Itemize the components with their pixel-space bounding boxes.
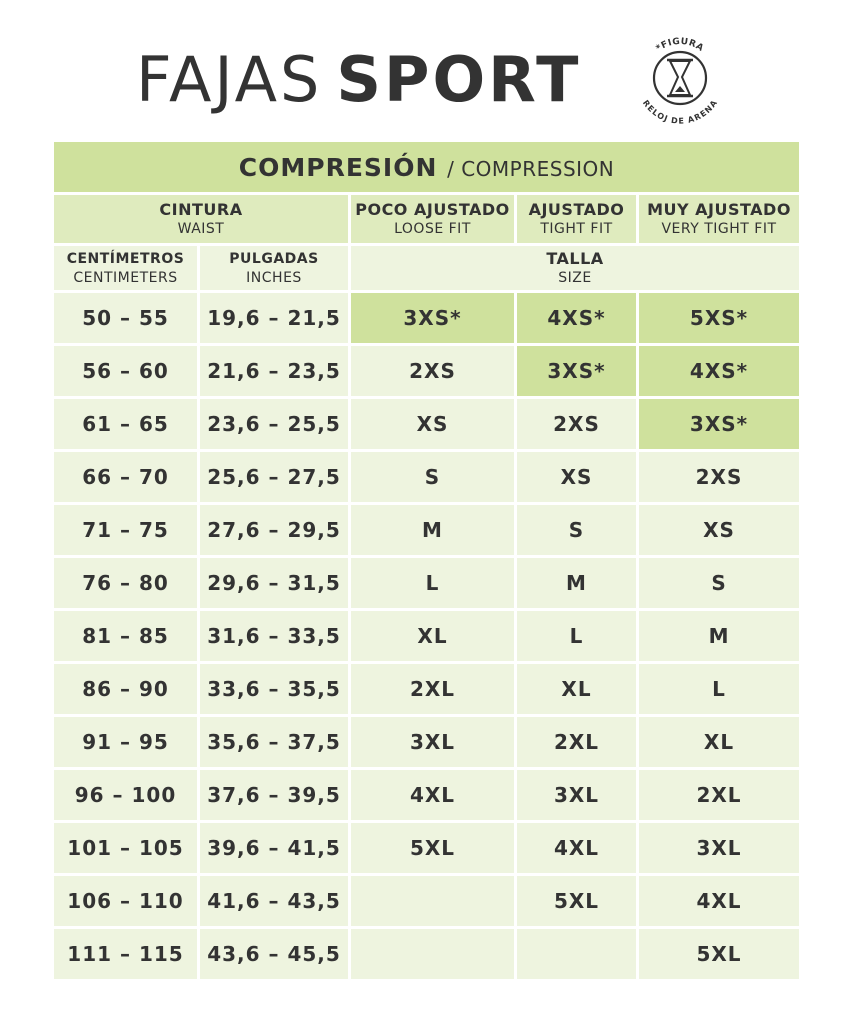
very-tight-fit-cell: L: [639, 664, 799, 717]
very-tight-fit-cell: S: [639, 558, 799, 611]
tight-fit-cell: 4XL: [517, 823, 639, 876]
subheader-row: [54, 246, 799, 293]
inches-cell: 41,6 – 43,5: [200, 876, 351, 929]
tight-fit-cell: XS: [517, 452, 639, 505]
in-label: PULGADAS: [229, 251, 319, 267]
table-row: [54, 664, 799, 717]
very-tight-fit-cell: M: [639, 611, 799, 664]
inches-cell: 43,6 – 45,5: [200, 929, 351, 982]
inches-cell: 23,6 – 25,5: [200, 399, 351, 452]
waist-sub: WAIST: [177, 221, 225, 237]
size-table: [54, 142, 799, 982]
table-row: [54, 611, 799, 664]
table-row: [54, 770, 799, 823]
fit-label: MUY AJUSTADO: [647, 200, 791, 219]
cm-cell: 111 – 115: [54, 929, 200, 982]
size-label: TALLA: [546, 249, 604, 268]
title-sub: / COMPRESSION: [447, 156, 615, 181]
fit-sub: LOOSE FIT: [394, 221, 471, 237]
tight-fit-cell: 3XS*: [517, 346, 639, 399]
cm-cell: 101 – 105: [54, 823, 200, 876]
table-row: [54, 876, 799, 929]
cm-sub: CENTIMETERS: [73, 270, 178, 286]
loose-fit-header: [351, 195, 517, 246]
cm-cell: 106 – 110: [54, 876, 200, 929]
waist-header: [54, 195, 351, 246]
loose-fit-cell: S: [351, 452, 517, 505]
loose-fit-cell: XL: [351, 611, 517, 664]
tight-fit-cell: L: [517, 611, 639, 664]
loose-fit-cell: XS: [351, 399, 517, 452]
loose-fit-cell: 3XS*: [351, 293, 517, 346]
loose-fit-cell: 5XL: [351, 823, 517, 876]
fit-label: POCO AJUSTADO: [355, 200, 510, 219]
tight-fit-cell: XL: [517, 664, 639, 717]
loose-fit-cell: 2XS: [351, 346, 517, 399]
table-row: [54, 399, 799, 452]
table-title-row: [54, 142, 799, 195]
tight-fit-cell: 5XL: [517, 876, 639, 929]
brand-bold: SPORT: [336, 43, 582, 116]
brand-light: FAJAS: [136, 43, 323, 116]
very-tight-fit-cell: XL: [639, 717, 799, 770]
inches-cell: 21,6 – 23,5: [200, 346, 351, 399]
tight-fit-cell: [517, 929, 639, 982]
inches-header: [200, 246, 351, 293]
loose-fit-cell: M: [351, 505, 517, 558]
in-sub: INCHES: [246, 270, 302, 286]
loose-fit-cell: [351, 876, 517, 929]
hourglass-icon: [632, 30, 728, 126]
cm-header: [54, 246, 200, 293]
cm-cell: 86 – 90: [54, 664, 200, 717]
table-row: [54, 452, 799, 505]
inches-cell: 25,6 – 27,5: [200, 452, 351, 505]
fit-sub: TIGHT FIT: [540, 221, 613, 237]
table-row: [54, 558, 799, 611]
cm-cell: 61 – 65: [54, 399, 200, 452]
very-tight-fit-cell: 4XL: [639, 876, 799, 929]
hourglass-badge: [632, 30, 728, 126]
cm-label: CENTÍMETROS: [66, 251, 185, 267]
very-tight-fit-cell: 3XS*: [639, 399, 799, 452]
brand-title: [136, 40, 581, 120]
very-tight-fit-cell: 5XS*: [639, 293, 799, 346]
title-main: COMPRESIÓN: [238, 152, 438, 182]
header: [0, 0, 853, 130]
header-row: [54, 195, 799, 246]
inches-cell: 37,6 – 39,5: [200, 770, 351, 823]
very-tight-fit-cell: 5XL: [639, 929, 799, 982]
inches-cell: 39,6 – 41,5: [200, 823, 351, 876]
inches-cell: 19,6 – 21,5: [200, 293, 351, 346]
tight-fit-cell: M: [517, 558, 639, 611]
tight-fit-header: [517, 195, 639, 246]
cm-cell: 50 – 55: [54, 293, 200, 346]
waist-label: CINTURA: [159, 200, 243, 219]
inches-cell: 29,6 – 31,5: [200, 558, 351, 611]
very-tight-fit-header: [639, 195, 799, 246]
loose-fit-cell: [351, 929, 517, 982]
size-sub: SIZE: [558, 270, 592, 286]
table-title: [54, 142, 799, 195]
table-row: [54, 929, 799, 982]
table-row: [54, 505, 799, 558]
size-header: [351, 246, 799, 293]
very-tight-fit-cell: 2XL: [639, 770, 799, 823]
badge-top-text: *FIGURA: [654, 36, 706, 55]
tight-fit-cell: 3XL: [517, 770, 639, 823]
inches-cell: 35,6 – 37,5: [200, 717, 351, 770]
table-row: [54, 346, 799, 399]
very-tight-fit-cell: 2XS: [639, 452, 799, 505]
tight-fit-cell: S: [517, 505, 639, 558]
very-tight-fit-cell: XS: [639, 505, 799, 558]
cm-cell: 71 – 75: [54, 505, 200, 558]
table-row: [54, 823, 799, 876]
loose-fit-cell: 2XL: [351, 664, 517, 717]
tight-fit-cell: 2XL: [517, 717, 639, 770]
loose-fit-cell: 3XL: [351, 717, 517, 770]
very-tight-fit-cell: 4XS*: [639, 346, 799, 399]
cm-cell: 66 – 70: [54, 452, 200, 505]
table-row: [54, 717, 799, 770]
cm-cell: 91 – 95: [54, 717, 200, 770]
tight-fit-cell: 2XS: [517, 399, 639, 452]
inches-cell: 33,6 – 35,5: [200, 664, 351, 717]
loose-fit-cell: L: [351, 558, 517, 611]
cm-cell: 56 – 60: [54, 346, 200, 399]
cm-cell: 81 – 85: [54, 611, 200, 664]
badge-bottom-text: RELOJ DE ARENA: [640, 98, 720, 126]
fit-label: AJUSTADO: [528, 200, 625, 219]
loose-fit-cell: 4XL: [351, 770, 517, 823]
very-tight-fit-cell: 3XL: [639, 823, 799, 876]
inches-cell: 31,6 – 33,5: [200, 611, 351, 664]
svg-text:RELOJ DE ARENA: [641, 98, 719, 126]
cm-cell: 76 – 80: [54, 558, 200, 611]
tight-fit-cell: 4XS*: [517, 293, 639, 346]
inches-cell: 27,6 – 29,5: [200, 505, 351, 558]
cm-cell: 96 – 100: [54, 770, 200, 823]
table-row: [54, 293, 799, 346]
fit-sub: VERY TIGHT FIT: [661, 221, 777, 237]
